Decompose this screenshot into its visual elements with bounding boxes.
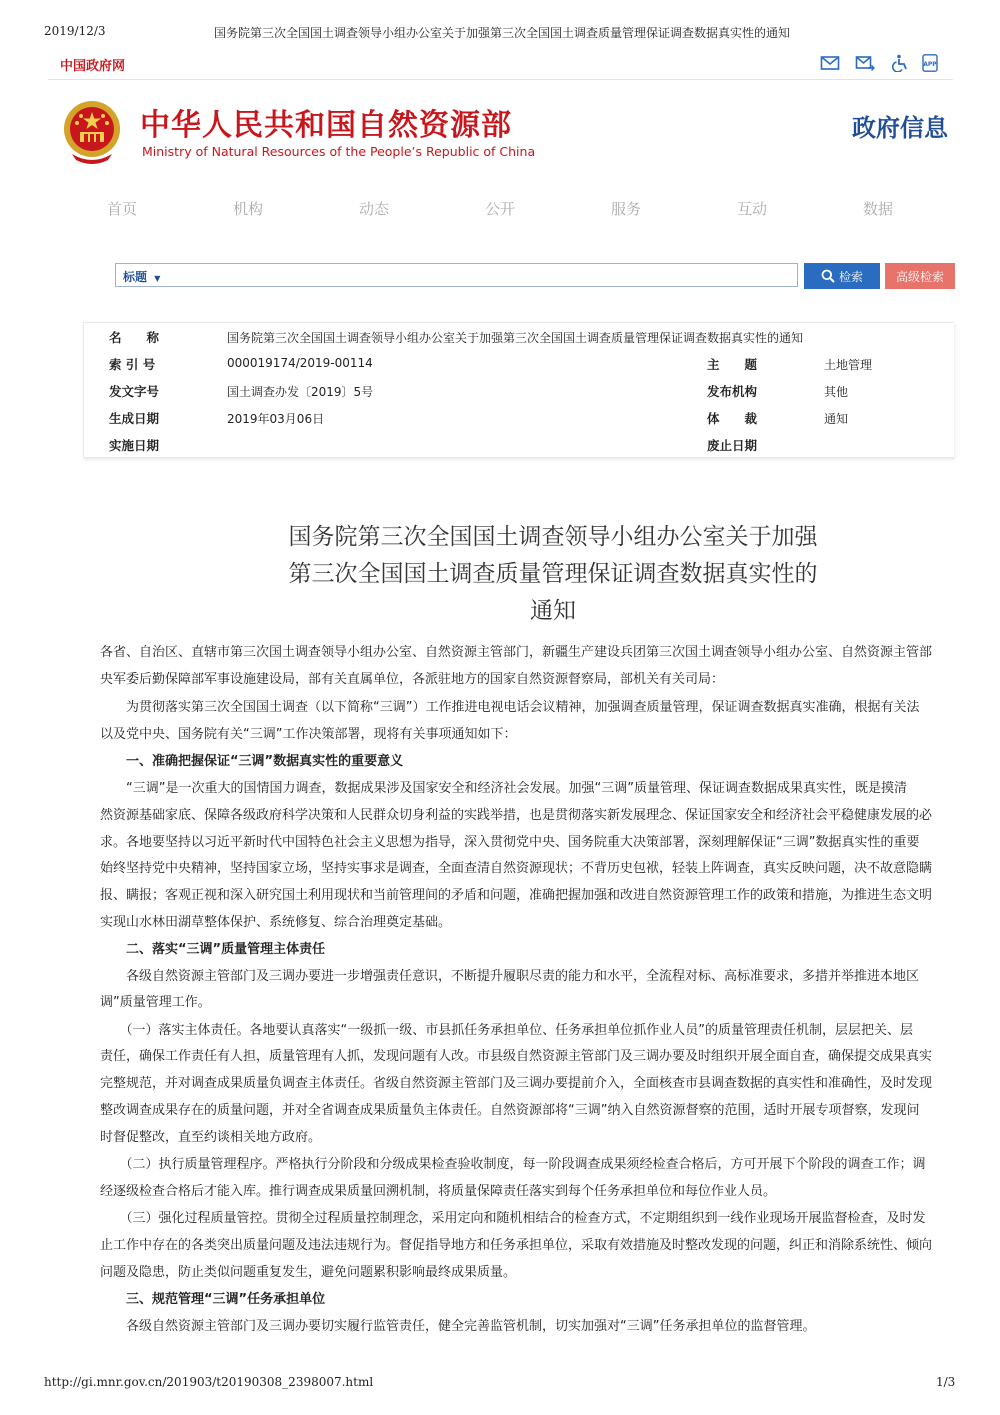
search-scope-label: 标题 xyxy=(123,270,148,284)
meta-topic-value: 土地管理 xyxy=(824,358,873,372)
nav-data[interactable]: 数据 xyxy=(862,200,893,218)
section-heading: 二、落实“三调”质量管理主体责任 xyxy=(100,942,326,957)
nav-interaction[interactable]: 互动 xyxy=(736,200,767,218)
section-heading: 一、准确把握保证“三调”数据真实性的重要意义 xyxy=(100,754,404,769)
portal-title: 政府信息 xyxy=(852,114,948,142)
print-date: 2019/12/3 xyxy=(44,24,106,38)
body-line: “三调”是一次重大的国情国力调查，数据成果涉及国家安全和经济社会发展。加强“三调”质量管理、保证调查数据成果真实性，既是摸清 xyxy=(100,781,907,796)
nav-agencies[interactable]: 机构 xyxy=(232,200,263,218)
body-line: 然资源基础家底、保障各级政府科学决策和人民群众切身利益的实践举措，也是贯彻落实新发展理念、保证国家安全和经济社会平稳健康发展的必 xyxy=(100,808,933,823)
section-heading: 三、规范管理“三调”任务承担单位 xyxy=(100,1292,326,1307)
meta-created-value: 2019年03月06日 xyxy=(227,412,325,426)
meta-doc-no-value: 国土调查办发〔2019〕5号 xyxy=(227,385,374,399)
body-line: 央军委后勤保障部军事设施建设局，部有关直属单位，各派驻地方的国家自然资源督察局，部机关有关司局： xyxy=(100,672,725,687)
body-line: （一）落实主体责任。各地要认真落实“一级抓一级、市县抓任务承担单位、任务承担单位抓作业人员”的质量管理责任机制，层层把关、层 xyxy=(100,1023,913,1038)
print-page-number: 1/3 xyxy=(936,1375,956,1389)
meta-doc-no-label: 发文字号 xyxy=(109,384,160,399)
app-icon-label: APP xyxy=(923,61,937,68)
body-line: 以及党中央、国务院有关“三调”工作决策部署，现将有关事项通知如下： xyxy=(100,727,517,742)
meta-topic-label: 主 题 xyxy=(707,357,758,372)
body-line: 完整规范，并对调查成果质量负调查主体责任。省级自然资源主管部门及三调办要提前介入，全面核查市县调查数据的真实性和准确性，及时发现 xyxy=(100,1076,933,1091)
meta-repeal-label: 废止日期 xyxy=(707,438,758,453)
nav-news[interactable]: 动态 xyxy=(358,200,389,218)
body-line: 各级自然资源主管部门及三调办要进一步增强责任意识，不断提升履职尽责的能力和水平，全流程对标、高标准要求，多措并举推进本地区 xyxy=(100,969,920,984)
body-line: 时督促整改，直至约谈相关地方政府。 xyxy=(100,1130,322,1145)
accessibility-icon[interactable] xyxy=(890,54,910,72)
search-input[interactable] xyxy=(175,266,790,284)
site-name-en: Ministry of Natural Resources of the People’s Republic of China xyxy=(142,144,536,159)
mail-icon[interactable] xyxy=(820,54,840,72)
article-title-line: 通知 xyxy=(530,598,576,624)
body-line: 报、瞒报；客观正视和深入研究国土利用现状和当前管理间的矛盾和问题，准确把握加强和改进自然资源管理工作的政策和措施，为推进生态文明 xyxy=(100,888,933,903)
search-icon xyxy=(821,269,835,283)
app-icon[interactable] xyxy=(922,54,938,72)
search-scope-select[interactable] xyxy=(123,268,160,285)
national-emblem-icon xyxy=(58,96,126,168)
email-share-icon[interactable] xyxy=(855,54,875,72)
caret-down-icon: ▼ xyxy=(154,274,161,283)
meta-genre-value: 通知 xyxy=(824,412,849,426)
meta-index-value: 000019174/2019-00114 xyxy=(227,356,373,370)
nav-services[interactable]: 服务 xyxy=(610,200,641,218)
body-line: 为贯彻落实第三次全国国土调查（以下简称“三调”）工作推进电视电话会议精神，加强调查质量管理，保证调查数据真实准确，根据有关法 xyxy=(100,700,920,715)
body-line: 各级自然资源主管部门及三调办要切实履行监管责任，健全完善监管机制，切实加强对“三调”任务承担单位的监督管理。 xyxy=(100,1319,816,1334)
body-line: 实现山水林田湖草整体保护、系统修复、综合治理奠定基础。 xyxy=(100,915,452,930)
body-line: 调”质量管理工作。 xyxy=(100,995,211,1010)
site-name-cn: 中华人民共和国自然资源部 xyxy=(140,108,512,143)
meta-genre-label: 体 裁 xyxy=(707,411,758,426)
meta-name-label: 名 称 xyxy=(109,330,160,345)
body-line: 各省、自治区、直辖市第三次国土调查领导小组办公室、自然资源主管部门，新疆生产建设兵团第三次国土调查领导小组办公室、自然资源主管部 xyxy=(100,645,933,660)
meta-effective-label: 实施日期 xyxy=(109,438,160,453)
print-url: http://gi.mnr.gov.cn/201903/t20190308_2398007.html xyxy=(44,1375,374,1389)
nav-disclosure[interactable]: 公开 xyxy=(484,200,515,218)
article-title-line: 国务院第三次全国国土调查领导小组办公室关于加强 xyxy=(288,524,818,550)
top-divider xyxy=(48,79,953,80)
body-line: 始终坚持党中央精神，坚持国家立场，坚持实事求是调查，全面查清自然资源现状；不背历史包袱，轻装上阵调查，真实反映问题，决不故意隐瞒 xyxy=(100,861,933,876)
body-line: 整改调查成果存在的质量问题，并对全省调查成果质量负主体责任。自然资源部将“三调”纳入自然资源督察的范围，适时开展专项督察，发现问 xyxy=(100,1103,920,1118)
search-button-label: 检索 xyxy=(838,269,863,284)
print-title: 国务院第三次全国国土调查领导小组办公室关于加强第三次全国国土调查质量管理保证调查数据真实性的通知 xyxy=(214,26,791,40)
body-line: 问题及隐患，防止类似问题重复发生，避免问题累积影响最终成果质量。 xyxy=(100,1265,517,1280)
body-line: （三）强化过程质量管控。贯彻全过程质量控制理念，采用定向和随机相结合的检查方式，不定期组织到一线作业现场开展监督检查，及时发 xyxy=(100,1211,926,1226)
advanced-search-button[interactable]: 高级检索 xyxy=(885,263,955,289)
article-title-line: 第三次全国国土调查质量管理保证调查数据真实性的 xyxy=(288,561,818,587)
body-line: （二）执行质量管理程序。严格执行分阶段和分级成果检查验收制度，每一阶段调查成果须经检查合格后，方可开展下个阶段的调查工作；调 xyxy=(100,1157,926,1172)
body-line: 责任，确保工作责任有人担，质量管理有人抓，发现问题有人改。市县级自然资源主管部门及三调办要及时组织开展全面自查，确保提交成果真实 xyxy=(100,1049,933,1064)
search-button[interactable] xyxy=(804,263,880,289)
body-line: 止工作中存在的各类突出质量问题及违法违规行为。督促指导地方和任务承担单位，采取有效措施及时整改发现的问题，纠正和消除系统性、倾向 xyxy=(100,1238,933,1253)
meta-issuer-label: 发布机构 xyxy=(707,384,758,399)
body-line: 求。各地要坚持以习近平新时代中国特色社会主义思想为指导，深入贯彻党中央、国务院重大决策部署，深刻理解保证“三调”数据真实性的重要 xyxy=(100,835,920,850)
gov-portal-link[interactable]: 中国政府网 xyxy=(60,59,126,74)
meta-created-label: 生成日期 xyxy=(109,411,160,426)
meta-index-label: 索 引 号 xyxy=(109,357,156,372)
meta-name-value: 国务院第三次全国国土调查领导小组办公室关于加强第三次全国国土调查质量管理保证调查数据真实性的通知 xyxy=(227,331,804,345)
meta-issuer-value: 其他 xyxy=(824,385,849,399)
body-line: 经逐级检查合格后才能入库。推行调查成果质量回溯机制，将质量保障责任落实到每个任务承担单位和每位作业人员。 xyxy=(100,1184,777,1199)
nav-home[interactable]: 首页 xyxy=(106,200,137,218)
